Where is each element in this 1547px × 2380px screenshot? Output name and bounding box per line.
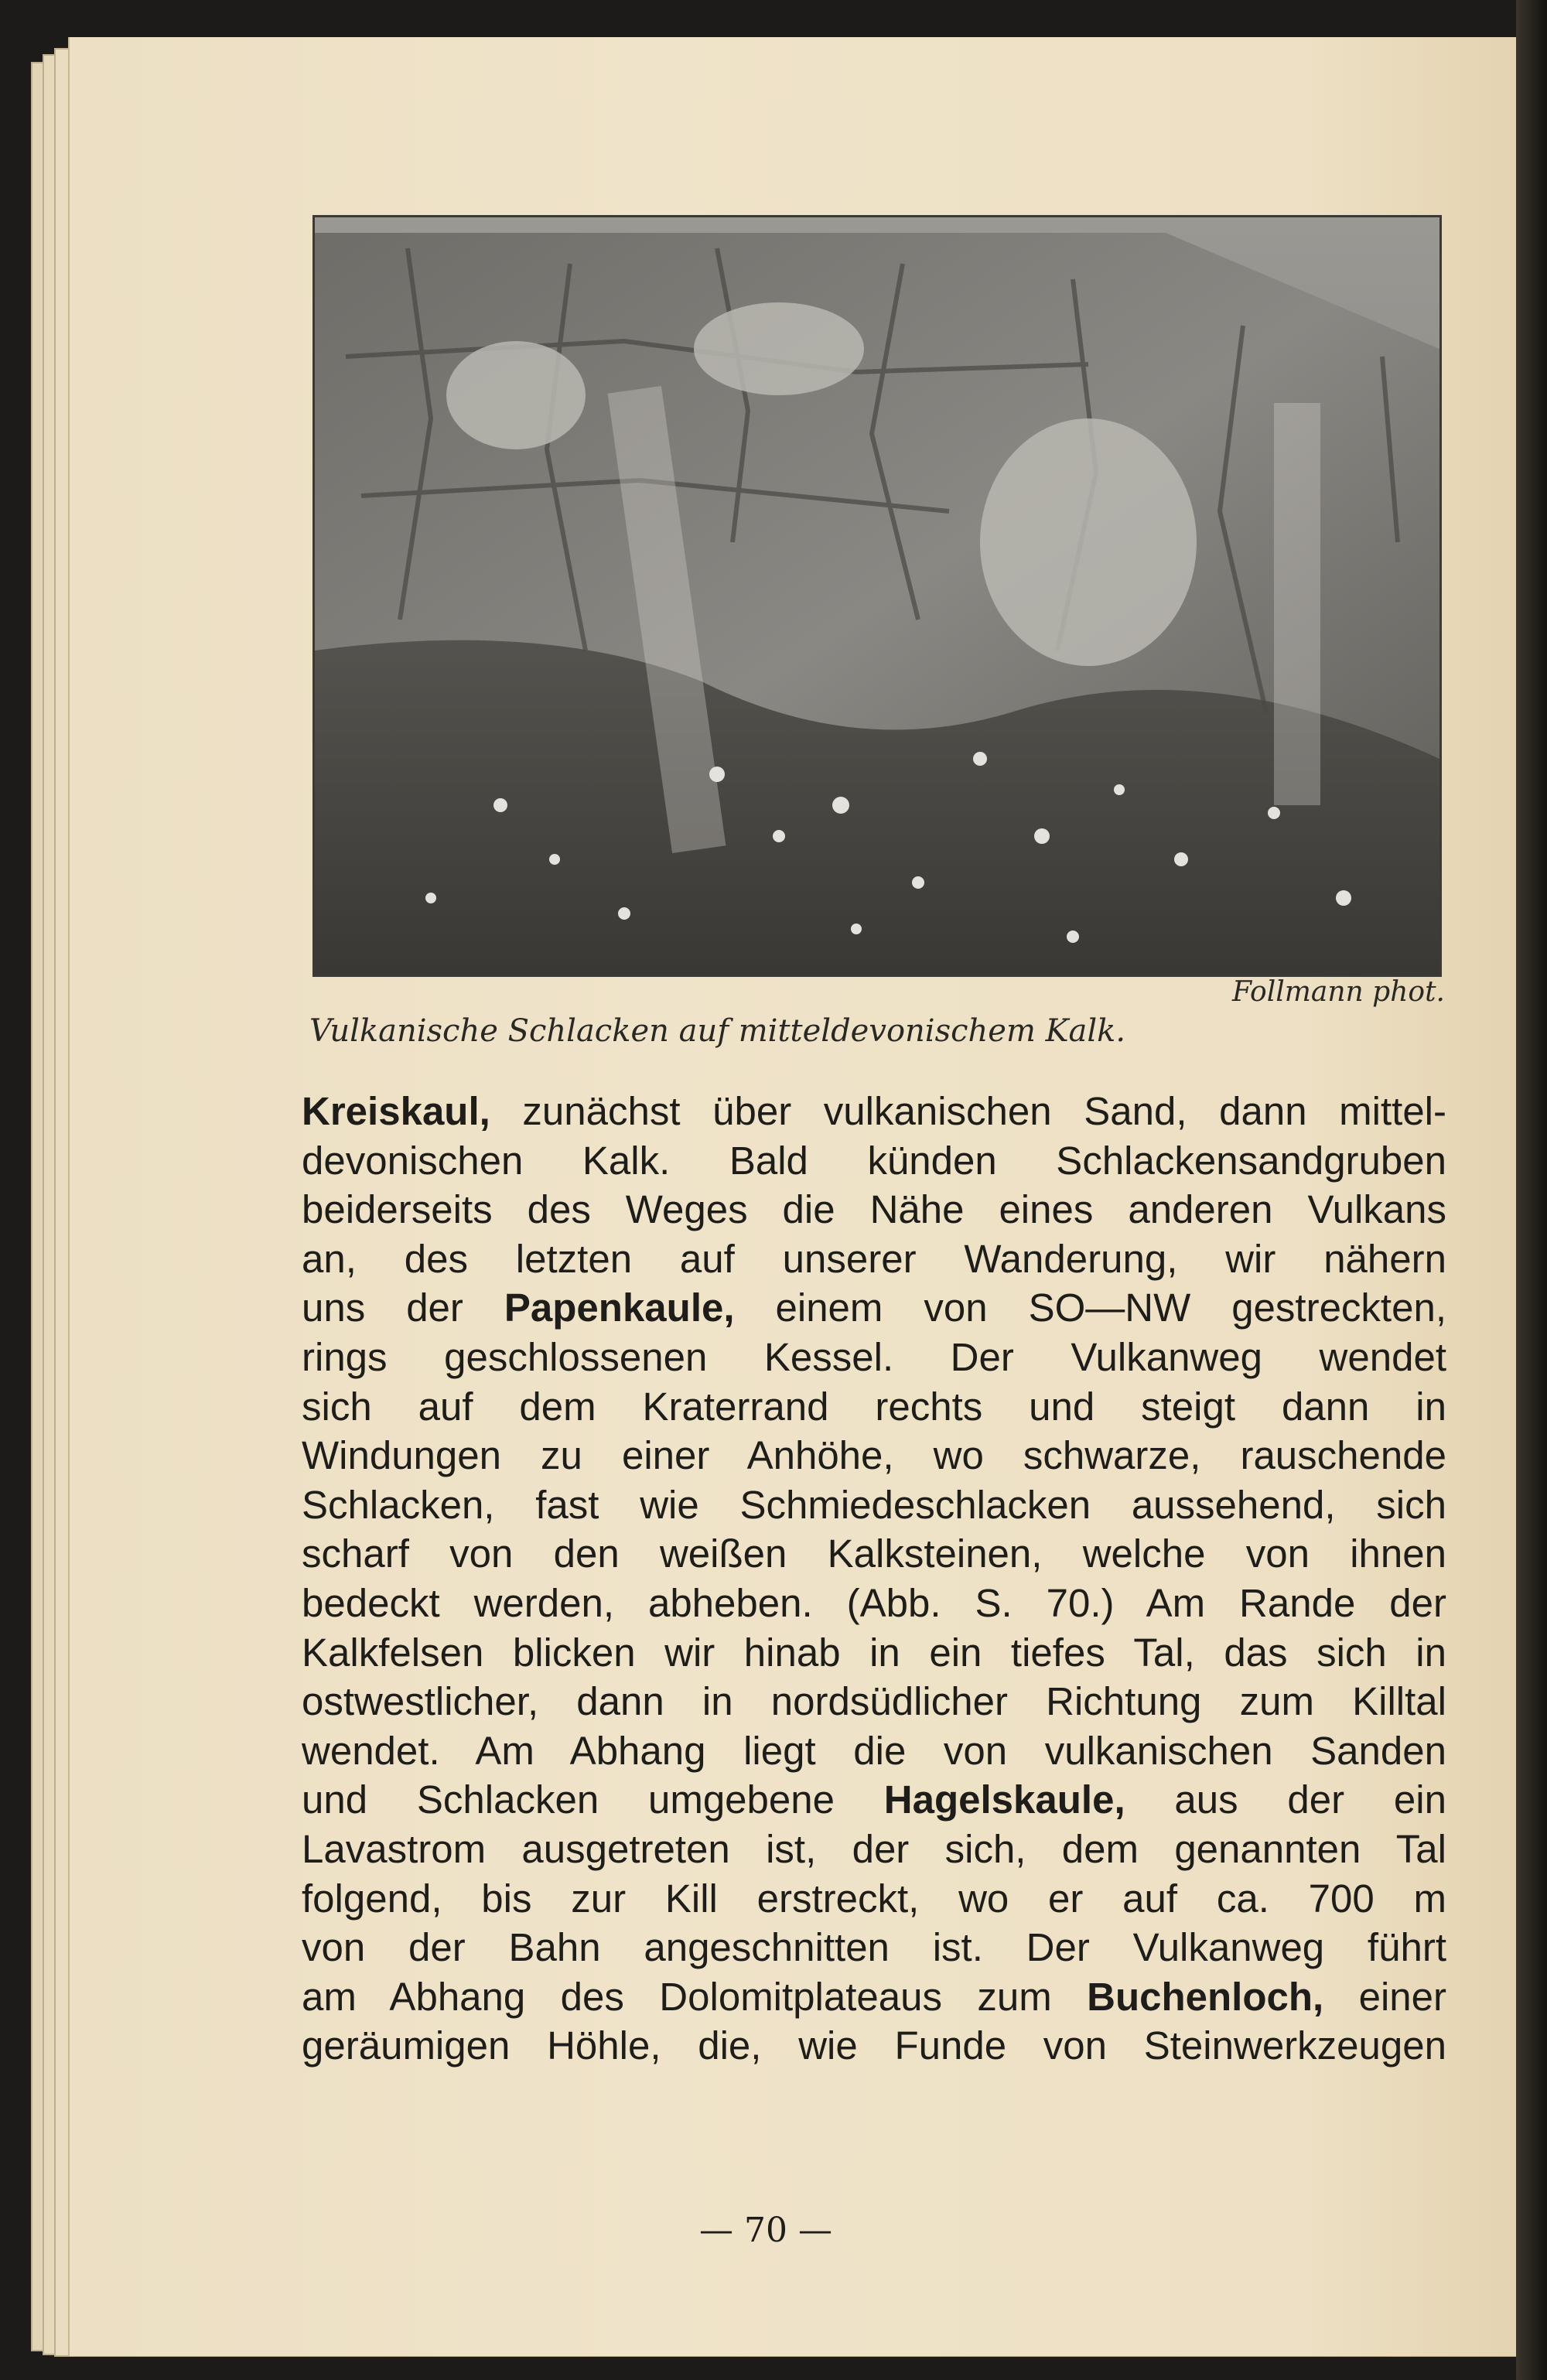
photograph	[312, 215, 1442, 977]
text-line	[302, 1775, 1446, 1825]
bold-term: Hagelskaule,	[883, 1777, 1125, 1822]
text-line: ostwestlicher, dann in nordsüdlicher Richtung zum Killtal	[302, 1679, 1446, 1724]
text-line: sich auf dem Kraterrand rechts und steigt dann in	[302, 1384, 1446, 1429]
line-text: einer	[1323, 1974, 1446, 2019]
text-line: Schlacken, fast wie Schmiedeschlacken aussehend, sich	[302, 1482, 1446, 1527]
text-line	[302, 1087, 1446, 1136]
body-text	[302, 1087, 1446, 2071]
book-binding	[1516, 0, 1547, 2380]
page-number: — 70 —	[699, 2211, 832, 2250]
text-line: scharf von den weißen Kalksteinen, welche von ihnen	[302, 1531, 1446, 1576]
text-line: geräumigen Höhle, die, wie Funde von Steinwerkzeugen	[302, 2023, 1446, 2068]
bold-term: Papenkaule,	[504, 1286, 735, 1330]
text-line: Kalkfelsen blicken wir hinab in ein tiefes Tal, das sich in	[302, 1630, 1446, 1675]
text-line: Lavastrom ausgetreten ist, der sich, dem genannten Tal	[302, 1826, 1446, 1871]
text-line: beiderseits des Weges die Nähe eines anderen Vulkans	[302, 1187, 1446, 1232]
line-text: am Abhang des Dolomitplateaus zum	[302, 1974, 1088, 2019]
photograph-image	[315, 217, 1439, 975]
figure-caption: Vulkanische Schlacken auf mitteldevonischem Kalk.	[309, 1013, 1126, 1049]
text-line: rings geschlossenen Kessel. Der Vulkanweg wendet	[302, 1334, 1446, 1379]
text-line: Windungen zu einer Anhöhe, wo schwarze, rauschende	[302, 1433, 1446, 1478]
text-line: folgend, bis zur Kill erstreckt, wo er auf ca. 700 m	[302, 1876, 1446, 1921]
line-text: aus der ein	[1125, 1777, 1446, 1822]
text-line: bedeckt werden, abheben. (Abb. S. 70.) Am Rande der	[302, 1580, 1446, 1625]
text-line	[302, 1283, 1446, 1333]
bold-term: Buchenloch,	[1087, 1974, 1324, 2019]
text-line: wendet. Am Abhang liegt die von vulkanischen Sanden	[302, 1728, 1446, 1773]
line-text: uns der	[302, 1286, 504, 1330]
text-line: von der Bahn angeschnitten ist. Der Vulkanweg führt	[302, 1925, 1446, 1970]
bold-term: Kreiskaul,	[302, 1089, 490, 1133]
line-text: und Schlacken umgebene	[302, 1777, 884, 1822]
text-line	[302, 1972, 1446, 2022]
photo-credit: Follmann phot.	[1232, 976, 1445, 1008]
text-line: an, des letzten auf unserer Wanderung, wir nähern	[302, 1236, 1446, 1281]
line-text: einem von SO—NW gestreckten,	[734, 1286, 1447, 1330]
text-line: devonischen Kalk. Bald künden Schlackensandgruben	[302, 1138, 1446, 1183]
line-text: zunächst über vulkanischen Sand, dann mittel-	[490, 1089, 1446, 1133]
